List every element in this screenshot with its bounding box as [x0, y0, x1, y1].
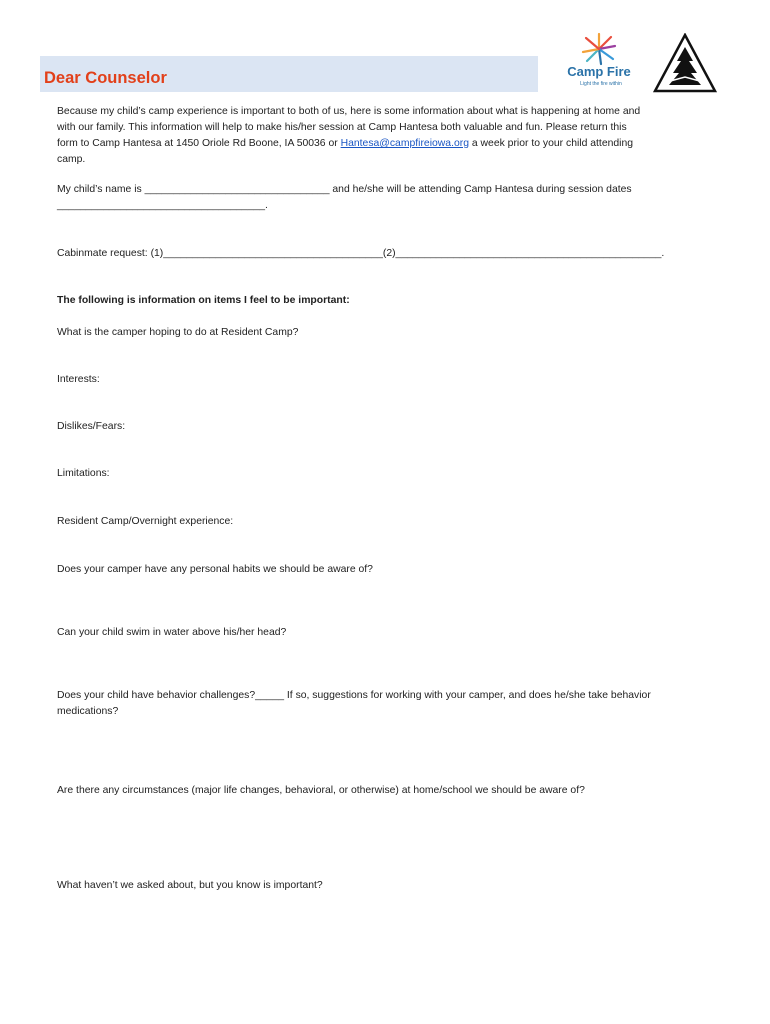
question-text: Can your child swim in water above his/her head? — [57, 627, 287, 638]
camp-fire-logo — [562, 32, 636, 92]
question-limitations — [57, 466, 110, 482]
question-swim — [57, 625, 286, 641]
question-unasked — [57, 878, 323, 894]
cabinmate-prompt — [57, 246, 664, 262]
intro-line: with our family. This information will help to make his/her session at Camp Hantesa both valuable and fun. Please return this — [57, 122, 627, 133]
question-circumstances — [57, 783, 585, 799]
question-dislikes — [57, 419, 125, 435]
question-interests — [57, 372, 100, 388]
section-heading — [57, 293, 350, 309]
question-hoping — [57, 325, 298, 341]
question-text: Does your child have behavior challenges?_____ If so, suggestions for working with your camper, and does he/she take behavior — [57, 690, 651, 701]
email-link[interactable]: Hantesa@campfireiowa.org — [340, 138, 469, 149]
intro-line: camp. — [57, 154, 86, 165]
question-text: Dislikes/Fears: — [57, 421, 126, 432]
question-experience — [57, 514, 233, 530]
question-text: Limitations: — [57, 468, 110, 479]
camp-emblem-icon — [653, 33, 717, 95]
question-text: Are there any circumstances (major life changes, behavioral, or otherwise) at home/school we should be aware of? — [57, 785, 585, 796]
question-text: Resident Camp/Overnight experience: — [57, 516, 234, 527]
question-text: Does your camper have any personal habits we should be aware of? — [57, 564, 373, 575]
intro-text: form to Camp Hantesa at 1450 Oriole Rd Boone, IA 50036 or — [57, 138, 341, 149]
child-name-line: My child’s name is ________________________________ and he/she will be attending Camp Hantesa during session dates — [57, 184, 632, 195]
camp-fire-tagline: Light the fire within — [580, 81, 622, 87]
starburst-icon — [562, 32, 636, 66]
cabinmate-line: Cabinmate request: (1)______________________________________(2)______________________________________________. — [57, 248, 665, 259]
question-text: What haven’t we asked about, but you know is important? — [57, 880, 323, 891]
session-dates-line: ____________________________________. — [57, 200, 268, 211]
question-habits — [57, 562, 373, 578]
camp-fire-wordmark: Camp Fire — [567, 64, 631, 79]
section-heading-text: The following is information on items I feel to be important: — [57, 295, 350, 306]
intro-line: Because my child’s camp experience is important to both of us, here is some information about what is happening at home and — [57, 106, 641, 117]
question-text: Interests: — [57, 374, 100, 385]
question-behavior — [57, 688, 651, 720]
intro-paragraph — [57, 104, 717, 168]
intro-line — [57, 136, 717, 152]
child-name-prompt — [57, 182, 632, 214]
page-title: Dear Counselor — [44, 69, 167, 87]
intro-text: a week prior to your child attending — [468, 138, 634, 149]
question-text: medications? — [57, 706, 119, 717]
question-text: What is the camper hoping to do at Resident Camp? — [57, 327, 299, 338]
